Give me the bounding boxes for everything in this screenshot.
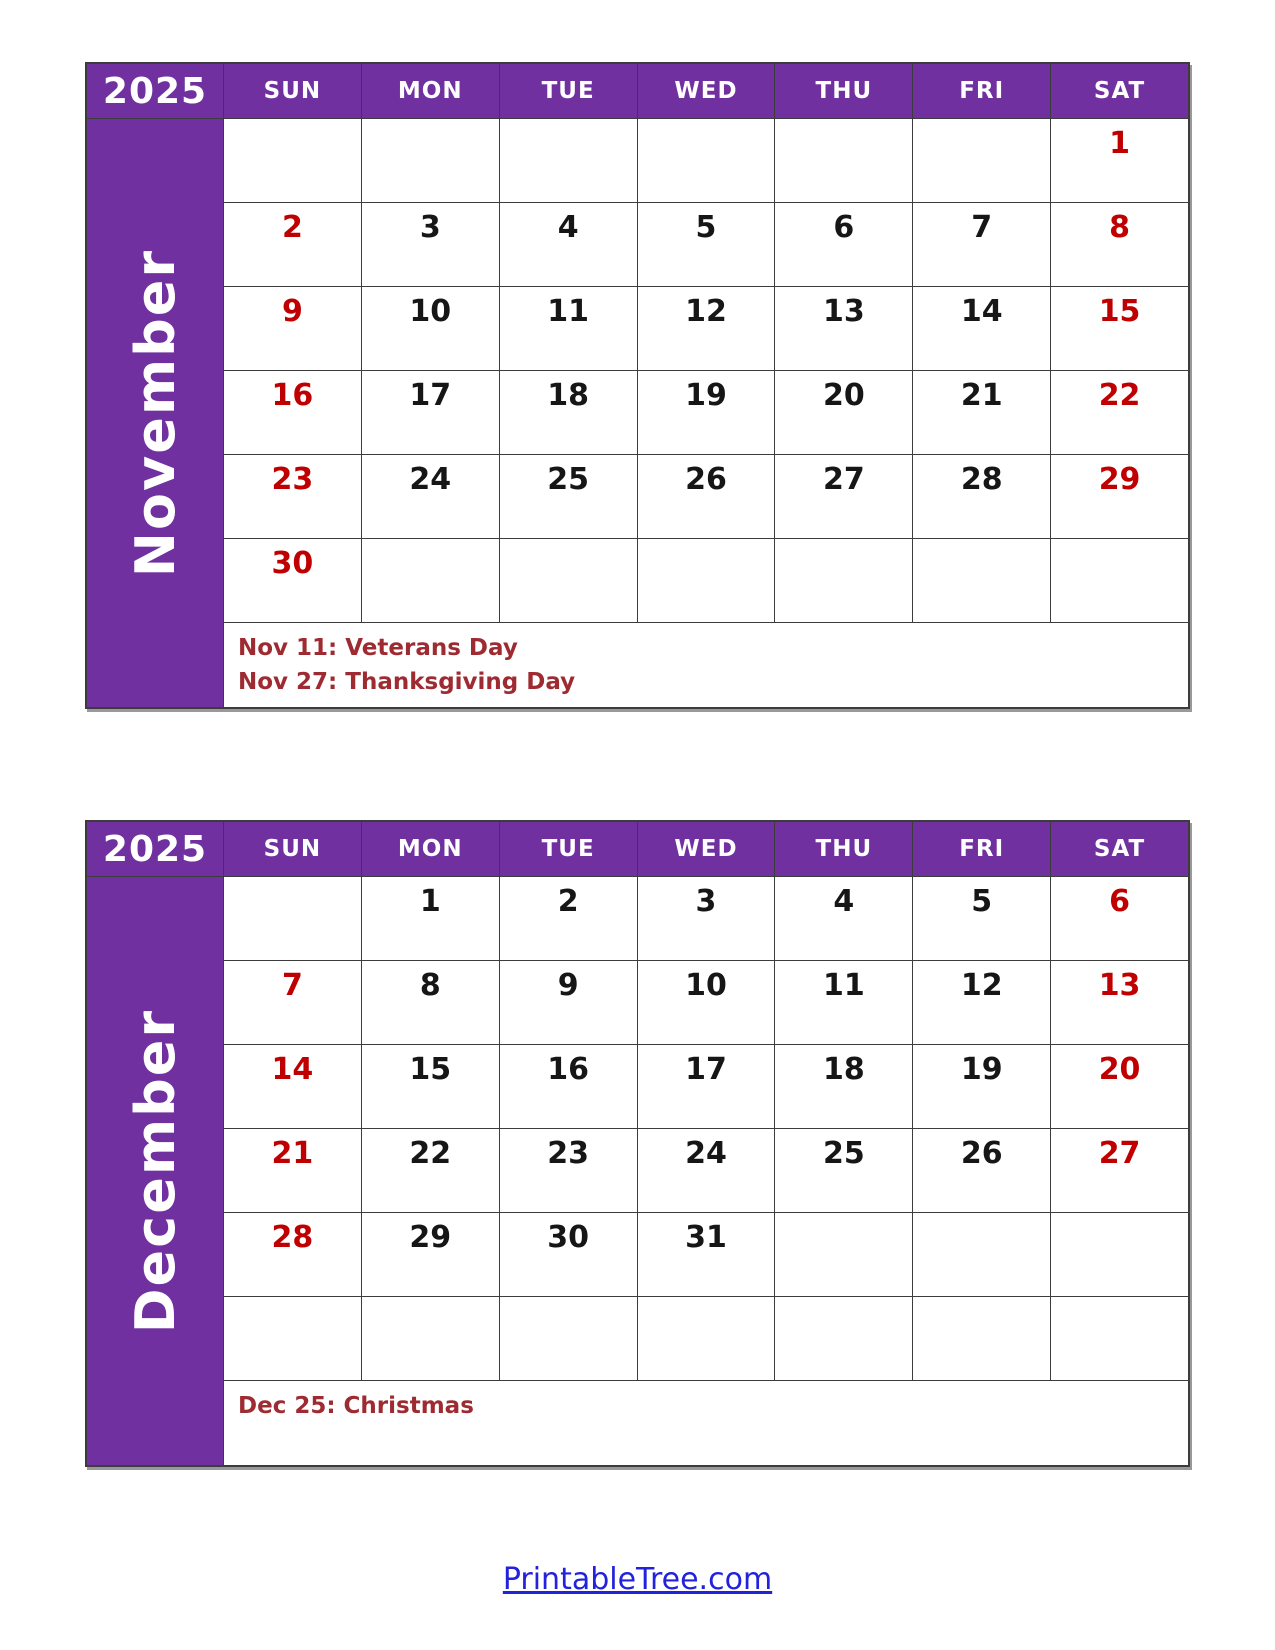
empty-date-cell xyxy=(362,1297,499,1380)
weekday-header-tue: TUE xyxy=(500,822,637,876)
empty-date-cell xyxy=(500,1297,637,1380)
weekday-header-tue: TUE xyxy=(500,64,637,118)
empty-date-cell xyxy=(775,119,912,202)
date-cell: 8 xyxy=(362,961,499,1044)
date-cell: 3 xyxy=(362,203,499,286)
year-label: 2025 xyxy=(87,822,223,876)
empty-date-cell xyxy=(362,119,499,202)
date-cell: 2 xyxy=(224,203,361,286)
date-cell: 30 xyxy=(500,1213,637,1296)
weekday-header-wed: WED xyxy=(638,64,775,118)
empty-date-cell xyxy=(224,1297,361,1380)
date-cell: 4 xyxy=(500,203,637,286)
date-cell: 14 xyxy=(913,287,1050,370)
weekday-header-thu: THU xyxy=(775,822,912,876)
weekday-header-mon: MON xyxy=(362,64,499,118)
footer xyxy=(0,1562,1275,1597)
date-cell: 6 xyxy=(1051,877,1188,960)
date-cell: 11 xyxy=(500,287,637,370)
empty-date-cell xyxy=(638,1297,775,1380)
empty-date-cell xyxy=(224,119,361,202)
date-cell: 9 xyxy=(500,961,637,1044)
empty-date-cell xyxy=(500,119,637,202)
date-cell: 5 xyxy=(638,203,775,286)
date-cell: 7 xyxy=(913,203,1050,286)
date-cell: 11 xyxy=(775,961,912,1044)
empty-date-cell xyxy=(913,119,1050,202)
december-calendar xyxy=(85,820,1190,1467)
weekday-header-sun: SUN xyxy=(224,64,361,118)
date-cell: 16 xyxy=(500,1045,637,1128)
weekday-header-mon: MON xyxy=(362,822,499,876)
date-cell: 29 xyxy=(1051,455,1188,538)
holiday-text: Dec 25: Christmas xyxy=(238,1393,474,1419)
date-cell: 4 xyxy=(775,877,912,960)
empty-date-cell xyxy=(638,539,775,622)
date-cell: 27 xyxy=(775,455,912,538)
date-cell: 13 xyxy=(775,287,912,370)
empty-date-cell xyxy=(362,539,499,622)
date-cell: 18 xyxy=(500,371,637,454)
empty-date-cell xyxy=(775,1297,912,1380)
empty-date-cell xyxy=(1051,539,1188,622)
date-cell: 24 xyxy=(362,455,499,538)
month-label: December xyxy=(123,1008,187,1334)
date-cell: 6 xyxy=(775,203,912,286)
empty-date-cell xyxy=(913,1297,1050,1380)
date-cell: 1 xyxy=(362,877,499,960)
empty-date-cell xyxy=(775,1213,912,1296)
date-cell: 27 xyxy=(1051,1129,1188,1212)
weekday-header-sun: SUN xyxy=(224,822,361,876)
weekday-header-fri: FRI xyxy=(913,822,1050,876)
holiday-notes xyxy=(224,623,1188,707)
empty-date-cell xyxy=(500,539,637,622)
date-cell: 20 xyxy=(1051,1045,1188,1128)
date-cell: 12 xyxy=(913,961,1050,1044)
holiday-text: Nov 27: Thanksgiving Day xyxy=(238,669,576,695)
november-calendar xyxy=(85,62,1190,709)
empty-date-cell xyxy=(913,1213,1050,1296)
printabletree-link[interactable]: PrintableTree.com xyxy=(502,1562,773,1597)
date-cell: 5 xyxy=(913,877,1050,960)
empty-date-cell xyxy=(1051,1297,1188,1380)
empty-date-cell xyxy=(775,539,912,622)
month-sidebar xyxy=(87,119,223,707)
date-cell: 29 xyxy=(362,1213,499,1296)
date-cell: 8 xyxy=(1051,203,1188,286)
empty-date-cell xyxy=(913,539,1050,622)
date-cell: 24 xyxy=(638,1129,775,1212)
date-cell: 9 xyxy=(224,287,361,370)
weekday-header-wed: WED xyxy=(638,822,775,876)
date-cell: 21 xyxy=(913,371,1050,454)
empty-date-cell xyxy=(638,119,775,202)
date-cell: 28 xyxy=(224,1213,361,1296)
date-cell: 16 xyxy=(224,371,361,454)
date-cell: 19 xyxy=(638,371,775,454)
date-cell: 23 xyxy=(224,455,361,538)
date-cell: 3 xyxy=(638,877,775,960)
date-cell: 26 xyxy=(638,455,775,538)
date-cell: 25 xyxy=(775,1129,912,1212)
empty-date-cell xyxy=(224,877,361,960)
date-cell: 17 xyxy=(362,371,499,454)
date-cell: 22 xyxy=(1051,371,1188,454)
date-cell: 26 xyxy=(913,1129,1050,1212)
date-cell: 18 xyxy=(775,1045,912,1128)
date-cell: 22 xyxy=(362,1129,499,1212)
date-cell: 21 xyxy=(224,1129,361,1212)
year-label: 2025 xyxy=(87,64,223,118)
date-cell: 25 xyxy=(500,455,637,538)
date-cell: 20 xyxy=(775,371,912,454)
holiday-text: Nov 11: Veterans Day xyxy=(238,635,518,661)
date-cell: 12 xyxy=(638,287,775,370)
weekday-header-fri: FRI xyxy=(913,64,1050,118)
empty-date-cell xyxy=(1051,1213,1188,1296)
date-cell: 14 xyxy=(224,1045,361,1128)
date-cell: 30 xyxy=(224,539,361,622)
month-sidebar xyxy=(87,877,223,1465)
weekday-header-sat: SAT xyxy=(1051,822,1188,876)
date-cell: 31 xyxy=(638,1213,775,1296)
date-cell: 15 xyxy=(362,1045,499,1128)
month-label: November xyxy=(123,248,187,578)
date-cell: 13 xyxy=(1051,961,1188,1044)
date-cell: 10 xyxy=(638,961,775,1044)
date-cell: 7 xyxy=(224,961,361,1044)
date-cell: 1 xyxy=(1051,119,1188,202)
date-cell: 19 xyxy=(913,1045,1050,1128)
date-cell: 28 xyxy=(913,455,1050,538)
date-cell: 2 xyxy=(500,877,637,960)
weekday-header-sat: SAT xyxy=(1051,64,1188,118)
date-cell: 23 xyxy=(500,1129,637,1212)
weekday-header-thu: THU xyxy=(775,64,912,118)
date-cell: 10 xyxy=(362,287,499,370)
holiday-notes xyxy=(224,1381,1188,1465)
date-cell: 17 xyxy=(638,1045,775,1128)
date-cell: 15 xyxy=(1051,287,1188,370)
